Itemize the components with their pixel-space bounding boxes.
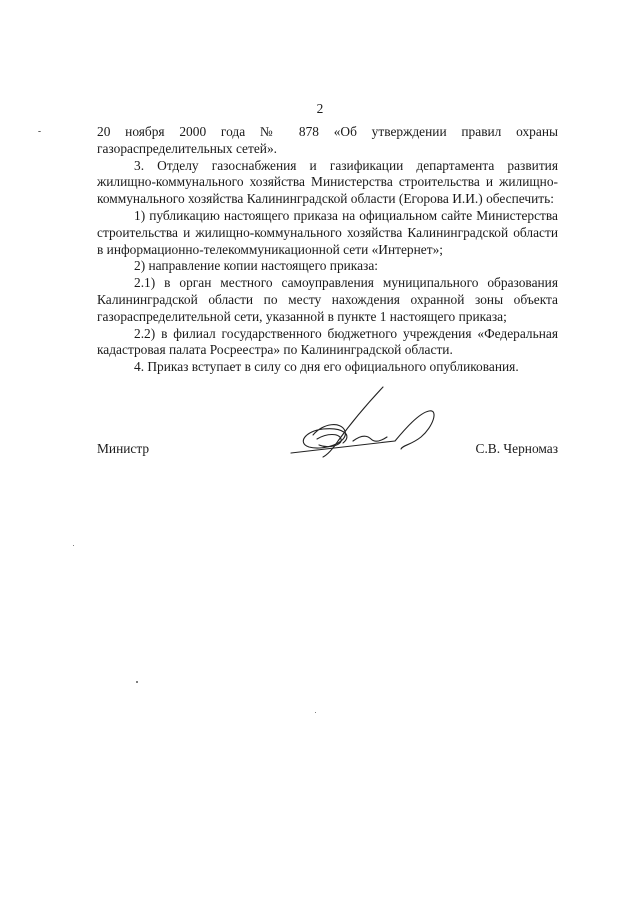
- signatory-title: Министр: [97, 441, 150, 456]
- signature-block: [97, 441, 558, 461]
- scan-speck: [38, 131, 41, 132]
- scan-speck: [73, 545, 74, 546]
- paragraph-continuation: 20 ноября 2000 года № 878 «Об утверждении правил охраны газораспределительных сетей».: [97, 124, 558, 156]
- paragraph-item-3-2-1: 2.1) в орган местного самоуправления муниципального образования Калининградской области по месту нахождения охранной зоны объекта газораспределительной сети, указанной в пункте 1 настоящего приказа;: [97, 275, 558, 324]
- paragraph-item-3: 3. Отделу газоснабжения и газификации департамента развития жилищно-коммунального хозяйства Министерства строительства и жилищно-коммунального хозяйства Калининградской области (Егорова И.И.) обеспечить:: [97, 157, 558, 207]
- scan-speck: [315, 712, 316, 713]
- document-body: [97, 124, 558, 376]
- scan-speck: [136, 681, 138, 683]
- paragraph-item-3-1: 1) публикацию настоящего приказа на официальном сайте Министерства строительства и жилищно-коммунального хозяйства Калининградской области в информационно-телекоммуникационной сети «Интернет»;: [97, 207, 558, 257]
- signatory-name: С.В. Черномаз: [475, 441, 558, 456]
- paragraph-item-3-2: 2) направление копии настоящего приказа:: [134, 258, 379, 274]
- paragraph-item-3-2-2: 2.2) в филиал государственного бюджетного учреждения «Федеральная кадастровая палата Росреестра» по Калининградской области.: [97, 325, 558, 358]
- paragraph-item-4: 4. Приказ вступает в силу со дня его официального опубликования.: [134, 359, 519, 375]
- page-number: 2: [316, 101, 324, 116]
